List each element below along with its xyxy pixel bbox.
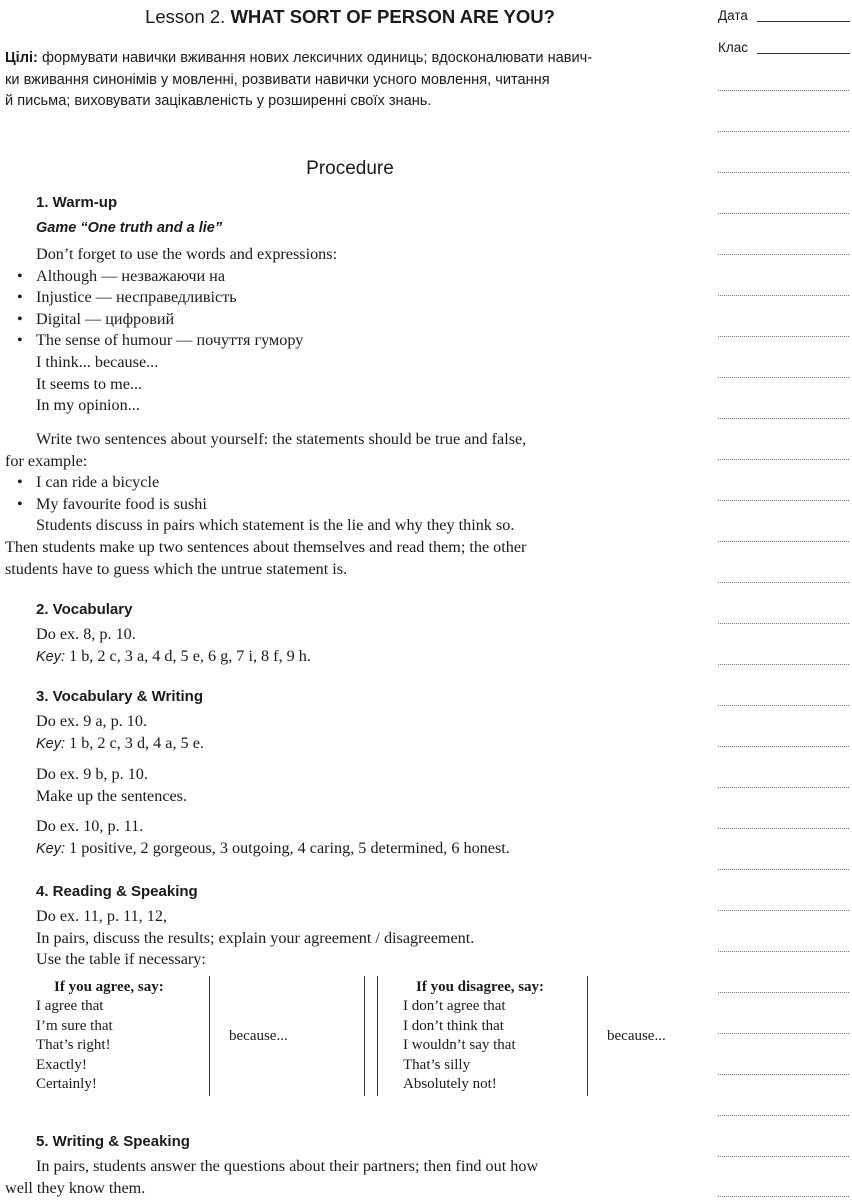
task-line: for example: — [5, 451, 88, 470]
task-line: Write two sentences about yourself: the statements should be true and false, — [36, 430, 527, 448]
note-line — [718, 828, 849, 829]
task-line: Make up the sentences. — [36, 786, 188, 805]
disagree-phrase: I don’t think that — [403, 1017, 504, 1034]
lesson-title — [0, 6, 700, 28]
note-line — [718, 746, 849, 747]
lesson-prefix: Lesson 2. — [145, 6, 226, 27]
game-title: Game “One truth and a lie” — [36, 220, 223, 236]
note-line — [718, 1074, 849, 1075]
section-heading-vocab-writing: 3. Vocabulary & Writing — [36, 688, 203, 705]
task-line: Do ex. 10, p. 11. — [36, 817, 144, 836]
agree-phrase: Exactly! — [36, 1056, 87, 1073]
table-divider — [364, 976, 365, 1096]
key-label: Key: — [36, 648, 66, 665]
key-answers: 1 b, 2 c, 3 a, 4 d, 5 e, 6 g, 7 i, 8 f, 9 h. — [65, 646, 311, 665]
task-line: Do ex. 9 a, p. 10. — [36, 712, 148, 730]
note-line — [718, 295, 849, 296]
task-line: Do ex. 9 b, p. 10. — [36, 765, 148, 784]
note-line — [718, 705, 849, 706]
note-line — [718, 213, 849, 214]
warmup-task — [5, 429, 697, 580]
discuss-line: Students discuss in pairs which statement is the lie and why they think so. — [36, 516, 515, 535]
note-line — [718, 254, 849, 255]
note-line — [718, 172, 849, 173]
warmup-intro: Don’t forget to use the words and expressions: — [36, 245, 338, 263]
table-divider — [587, 976, 588, 1096]
because-text: because... — [607, 1028, 666, 1044]
disagree-column — [403, 978, 583, 1094]
note-line — [718, 1156, 849, 1157]
task-line: well they know them. — [5, 1178, 146, 1197]
because-text: because... — [229, 1028, 288, 1044]
agree-phrase: I agree that — [36, 998, 104, 1015]
goals-line: й письма; виховувати зацікавленість у розширенні своїх знань. — [5, 93, 432, 109]
section-heading-reading: 4. Reading & Speaking — [36, 883, 198, 900]
note-line — [718, 582, 849, 583]
key-answers: 1 positive, 2 gorgeous, 3 outgoing, 4 caring, 5 determined, 6 honest. — [65, 838, 510, 857]
list-item: • Although — незважаючи на — [36, 266, 696, 288]
note-line — [718, 377, 849, 378]
discuss-line: students have to guess which the untrue statement is. — [5, 559, 348, 578]
list-item: • The sense of humour — почуття гумору — [36, 330, 696, 352]
agree-phrase: Certainly! — [36, 1076, 97, 1093]
date-label: Дата — [718, 8, 748, 23]
phrase: In my opinion... — [36, 396, 140, 415]
date-field-line — [757, 21, 850, 22]
goals-paragraph — [5, 48, 697, 113]
disagree-phrase: I don’t agree that — [403, 998, 506, 1015]
note-line — [718, 131, 849, 132]
agree-column — [36, 978, 206, 1094]
key-label: Key: — [36, 840, 66, 857]
goals-line: формувати навички вживання нових лексичних одиниць; вдосконалювати навич- — [41, 50, 593, 66]
class-field-line — [757, 53, 850, 54]
note-line — [718, 664, 849, 665]
reading-body — [36, 906, 696, 971]
list-item: • Digital — цифровий — [36, 309, 696, 331]
note-line — [718, 951, 849, 952]
key-answers: 1 b, 2 c, 3 d, 4 a, 5 e. — [65, 733, 204, 752]
list-item: • Injustice — несправедливість — [36, 287, 696, 309]
writing-body — [5, 1156, 697, 1199]
discuss-line: Then students make up two sentences about themselves and read them; the other — [5, 537, 527, 556]
disagree-phrase: That’s silly — [403, 1056, 471, 1073]
section-heading-warmup: 1. Warm-up — [36, 194, 118, 211]
agree-phrase: I’m sure that — [36, 1017, 113, 1034]
agree-heading: If you agree, say: — [54, 979, 164, 995]
lesson-title-text: WHAT SORT OF PERSON ARE YOU? — [230, 6, 555, 27]
note-line — [718, 787, 849, 788]
note-line — [718, 1196, 849, 1197]
note-line — [718, 418, 849, 419]
warmup-body — [36, 244, 696, 417]
note-line — [718, 459, 849, 460]
task-line: In pairs, discuss the results; explain your agreement / disagreement. — [36, 928, 475, 947]
note-line — [718, 336, 849, 337]
note-line — [718, 869, 849, 870]
table-divider — [377, 976, 378, 1096]
disagree-phrase: Absolutely not! — [403, 1076, 497, 1093]
disagree-heading: If you disagree, say: — [416, 979, 545, 995]
phrase: It seems to me... — [36, 374, 143, 393]
note-line — [718, 1033, 849, 1034]
goals-label: Цілі: — [5, 50, 38, 66]
goals-line: ки вживання синонімів у мовленні, розвивати навички усного мовлення, читання — [5, 71, 550, 88]
section-heading-writing: 5. Writing & Speaking — [36, 1133, 190, 1150]
task-line: Do ex. 11, p. 11, 12, — [36, 907, 167, 925]
list-item: • I can ride a bicycle — [36, 472, 697, 494]
table-divider — [209, 976, 210, 1096]
note-line — [718, 90, 849, 91]
list-item: • My favourite food is sushi — [36, 494, 697, 516]
note-line — [718, 1115, 849, 1116]
agree-phrase: That’s right! — [36, 1037, 111, 1054]
note-line — [718, 992, 849, 993]
vocabulary-body — [36, 624, 696, 668]
procedure-title: Procedure — [306, 158, 394, 179]
task-line: In pairs, students answer the questions about their partners; then find out how — [36, 1157, 539, 1175]
section-heading-vocabulary: 2. Vocabulary — [36, 601, 133, 618]
vocab-writing-body — [36, 711, 696, 861]
disagree-phrase: I wouldn’t say that — [403, 1037, 516, 1054]
note-line — [718, 541, 849, 542]
task-line: Use the table if necessary: — [36, 950, 206, 969]
class-label: Клас — [718, 40, 748, 55]
note-line — [718, 623, 849, 624]
note-line — [718, 910, 849, 911]
phrase: I think... because... — [36, 352, 159, 371]
note-line — [718, 500, 849, 501]
key-label: Key: — [36, 735, 66, 752]
task-line: Do ex. 8, p. 10. — [36, 625, 136, 643]
